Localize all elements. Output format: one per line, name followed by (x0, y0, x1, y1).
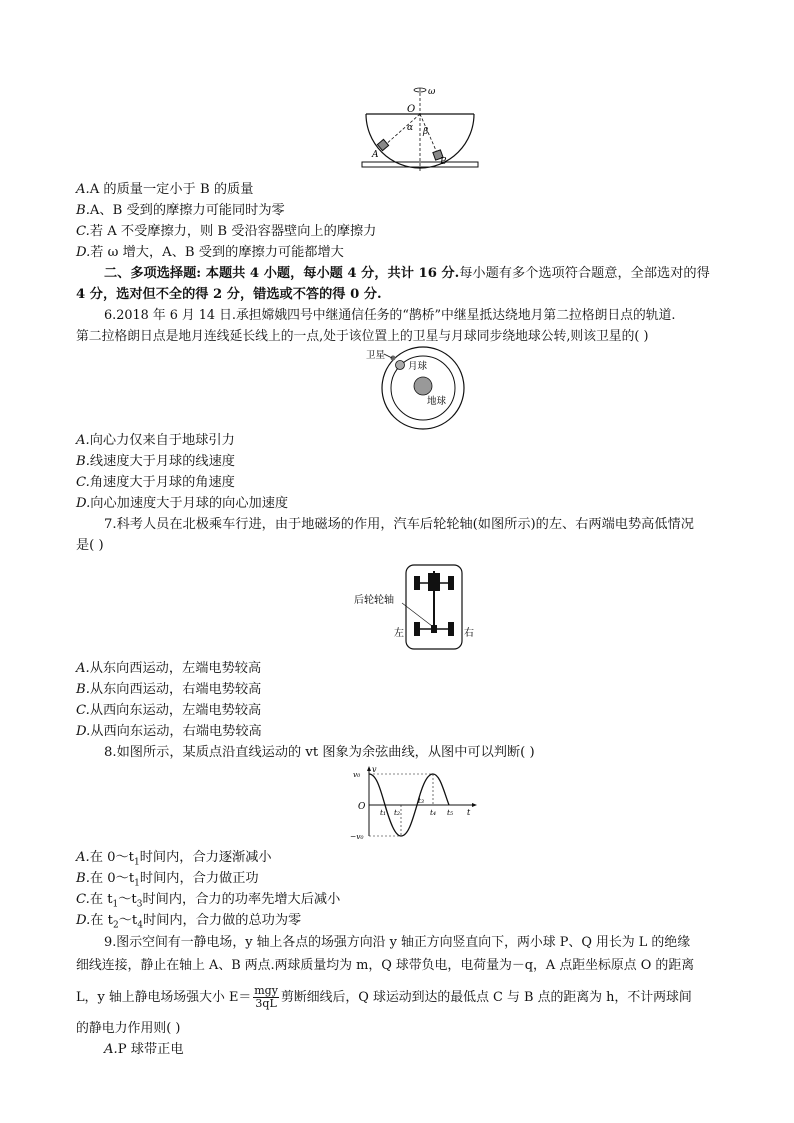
earth-label: 地球 (427, 396, 447, 407)
q6-option-a: A.向心力仅来自于地球引力 (76, 433, 235, 448)
q5-option-a: A.A 的质量一定小于 B 的质量 (76, 182, 254, 197)
q7-stem-1: 7.科考人员在北极乘车行进，由于地磁场的作用，汽车后轮轮轴(如图所示)的左、右两端电势高低情况 (104, 517, 694, 532)
q9-stem-1: 9.图示空间有一静电场，y 轴上各点的场强方向沿 y 轴正方向竖直向下，两小球 P、Q 用长为 L 的绝缘 (104, 935, 691, 950)
bowl-figure (360, 84, 480, 176)
neg-v0-label: −v₀ (350, 832, 364, 841)
moon-label: 月球 (408, 361, 428, 372)
axle-label: 后轮轮轴 (354, 595, 394, 606)
q8-option-c: C.在 $t_1\sim t_3$时间内，合力的功率先增大后减小 (76, 892, 341, 910)
v0-label: v₀ (353, 770, 361, 779)
q6-stem-2: 第二拉格朗日点是地月连线延长线上的一点,处于该位置上的卫星与月球同步绕地球公转,则该卫星的( ) (76, 329, 649, 344)
q8-option-a: A.在 $0\sim t_1$时间内，合力逐渐减小 (76, 850, 272, 868)
section2-note: 4 分，选对但不全的得 2 分，错选或不答的得 0 分. (76, 287, 382, 302)
q7-stem-2: 是( ) (76, 538, 104, 553)
omega-label: ω (428, 87, 436, 97)
t4-label: t₄ (430, 808, 437, 817)
q8-stem: 8.如图所示，某质点沿直线运动的 vt 图象为余弦曲线，从图中可以判断( ) (104, 745, 535, 760)
q6-option-c: C.角速度大于月球的角速度 (76, 475, 235, 490)
q5-option-d: D.若 ω 增大，A、B 受到的摩擦力可能都增大 (76, 245, 344, 260)
field-strength-fraction: $\frac{\text{mgy}}{3qL}$ (254, 984, 278, 1010)
v-axis-label: v (372, 765, 377, 774)
q5-option-c: C.若 A 不受摩擦力，则 B 受沿容器壁向上的摩擦力 (76, 224, 377, 239)
t1-label: t₁ (380, 808, 387, 817)
q9-stem-3: L，y 轴上静电场场强大小 E＝ $\frac{\text{mgy}}{3qL}$ 剪断细线后，Q 球运动到达的最低点 C 与 B 点的距离为 h，不计两球间 (76, 984, 692, 1010)
q6-stem-1: 6.2018 年 6 月 14 日.承担嫦娥四号中继通信任务的“鹊桥”中继星抵达绕地月第二拉格朗日点的轨道. (104, 308, 676, 323)
o-label: O (407, 104, 416, 115)
q6-option-b: B.线速度大于月球的线速度 (76, 454, 235, 469)
q9-stem-4: 的静电力作用则( ) (76, 1021, 181, 1036)
q9-option-a: A.P 球带正电 (104, 1042, 184, 1057)
beta-label: β (423, 127, 429, 137)
vt-graph-figure (350, 764, 480, 844)
q7-option-a: A.从东向西运动，左端电势较高 (76, 661, 262, 676)
alpha-label: α (407, 123, 414, 133)
t-axis-label: t (467, 808, 471, 817)
q7-option-b: B.从东向西运动，右端电势较高 (76, 682, 262, 697)
satellite-label: 卫星 (366, 350, 386, 361)
t2-label: t₂ (394, 808, 401, 817)
q5-option-b: B.A、B 受到的摩擦力可能同时为零 (76, 203, 285, 218)
q6-option-d: D.向心加速度大于月球的向心加速度 (76, 496, 289, 511)
q8-option-b: B.在 $0\sim t_1$时间内，合力做正功 (76, 871, 259, 889)
t3-label: t₃ (418, 796, 425, 805)
b-label: B (440, 157, 447, 167)
q7-option-d: D.从西向东运动，右端电势较高 (76, 724, 262, 739)
q9-stem-2: 细线连接，静止在轴上 A、B 两点.两球质量均为 m，Q 球带负电，电荷量为－q，A 点距坐标原点 O 的距离 (76, 958, 695, 973)
section2-heading: 二、多项选择题: 本题共 4 小题，每小题 4 分，共计 16 分.每小题有多个选项符合题意，全部选对的得 (104, 266, 710, 281)
car-axle-figure (352, 563, 482, 653)
right-label: 右 (464, 628, 474, 639)
a-label: A (372, 150, 379, 160)
q8-option-d: D.在 $t_2\sim t_4$时间内，合力做的总功为零 (76, 913, 302, 931)
left-label: 左 (394, 628, 404, 639)
q7-option-c: C.从西向东运动，左端电势较高 (76, 703, 262, 718)
orbit-figure (348, 346, 470, 432)
t5-label: t₅ (447, 808, 454, 817)
origin-label: O (358, 802, 366, 812)
